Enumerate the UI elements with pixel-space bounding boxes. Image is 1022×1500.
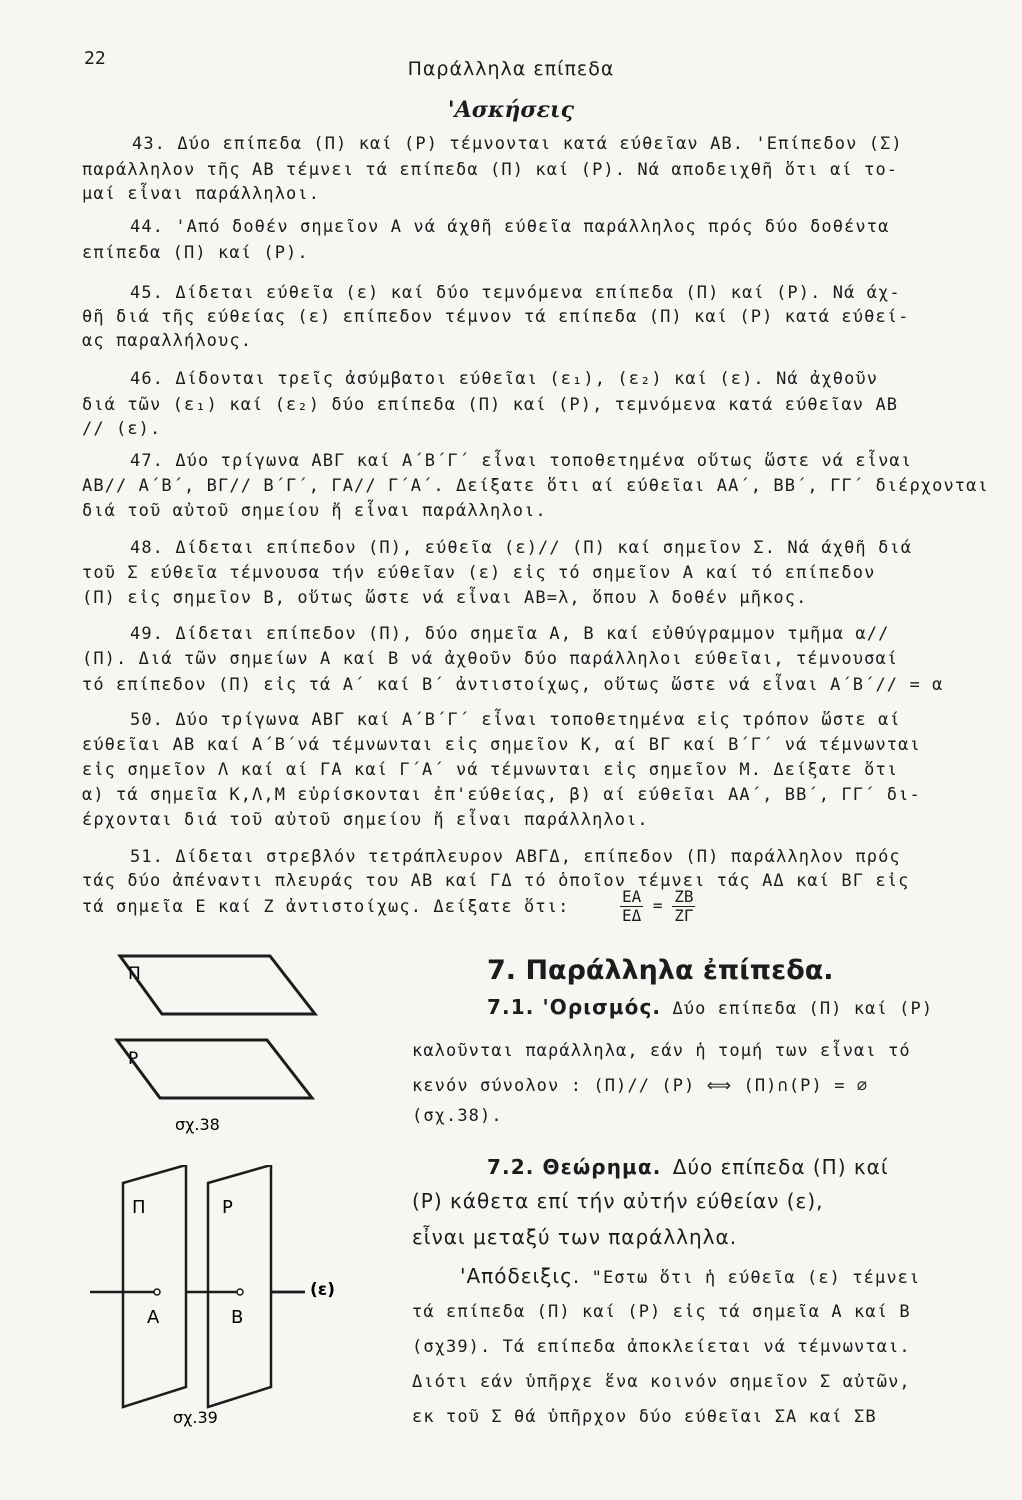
exercise-line: 50. Δύο τρίγωνα ΑΒΓ καί Α΄Β΄Γ΄ εἶναι τοποθετημένα εἰς τρόπον ὥστε αί bbox=[130, 710, 901, 730]
plane-pi-shape bbox=[120, 956, 315, 1014]
exercise-line: εύθεῖαι ΑΒ καί Α΄Β΄νά τέμνωνται εἰς σημεῖον Κ, αί ΒΓ καί Β΄Γ΄ νά τέμνωνται bbox=[82, 735, 921, 755]
exercise-line: 46. Δίδονται τρεῖς ἀσύμβατοι εύθεῖαι (ε₁), (ε₂) καί (ε). Νά ἀχθοῦν bbox=[130, 369, 879, 389]
section-title: 7. Παράλληλα ἐπίπεδα. bbox=[487, 955, 834, 986]
plane-rho-shape bbox=[208, 1165, 271, 1407]
theorem-line: (Ρ) κάθετα επί τήν αὐτήν εύθείαν (ε), bbox=[412, 1189, 824, 1213]
point-b bbox=[237, 1289, 243, 1295]
exercise-line: 45. Δίδεται εύθεῖα (ε) καί δύο τεμνόμενα επίπεδα (Π) καί (Ρ). Νά άχ- bbox=[130, 283, 901, 303]
exercise-line: τά σημεῖα Ε καί Ζ ἀντιστοίχως. Δείξατε ὅτι: bbox=[82, 897, 570, 917]
definition-label: 7.1. 'Ορισμός. bbox=[487, 995, 662, 1019]
exercise-line: // (ε). bbox=[82, 419, 162, 439]
fraction-denominator: ΕΔ bbox=[622, 906, 642, 925]
exercises-heading: 'Ασκήσεις bbox=[447, 97, 575, 123]
figure-38-caption: σχ.38 bbox=[175, 1115, 220, 1134]
theorem-label: 7.2. Θεώρημα. bbox=[487, 1155, 662, 1179]
exercise-line: 44. 'Από δοθέν σημεῖον Α νά άχθῆ εύθεῖα παράλληλος πρός δύο δοθέντα bbox=[130, 217, 890, 237]
exercise-line: (Π) εἰς σημεῖον Β, οὕτως ὥστε νά εἶναι ΑΒ=λ, ὅπου λ δοθέν μῆκος. bbox=[82, 588, 808, 608]
exercise-line: μαί εἶναι παράλληλοι. bbox=[82, 184, 321, 204]
theorem-text: Δύο επίπεδα (Π) καί bbox=[672, 1155, 889, 1179]
theorem-line: εἶναι μεταξύ των παράλληλα. bbox=[412, 1225, 738, 1249]
proof-label: 'Απόδειξις. bbox=[460, 1264, 581, 1288]
exercise-line: επίπεδα (Π) καί (Ρ). bbox=[82, 243, 309, 263]
point-a-label: Α bbox=[147, 1307, 160, 1328]
figure-39-caption: σχ.39 bbox=[173, 1408, 218, 1427]
page-number: 22 bbox=[84, 48, 106, 69]
figure-38 bbox=[100, 950, 380, 1140]
exercise-line: διά τοῦ αὐτοῦ σημείου ἤ εἶναι παράλληλοι. bbox=[82, 501, 547, 521]
exercise-line: (Π). Διά τῶν σημείων Α καί Β νά ἀχθοῦν δύο παράλληλοι εύθεῖαι, τέμνουσαί bbox=[82, 649, 899, 669]
proof-line: Διότι εάν ὑπῆρχε ἕνα κοινόν σημεῖον Σ αὐτῶν, bbox=[412, 1372, 911, 1392]
definition-line: καλοῦνται παράλληλα, εάν ἡ τομή των εἶναι τό bbox=[412, 1041, 911, 1061]
exercise-line: θῆ διά τῆς εύθείας (ε) επίπεδον τέμνον τά επίπεδα (Π) καί (Ρ) κατά εύθεί- bbox=[82, 307, 910, 327]
exercise-line: παράλληλον τῆς ΑΒ τέμνει τά επίπεδα (Π) καί (Ρ). Νά αποδειχθῆ ὅτι αί το- bbox=[82, 160, 899, 180]
exercise-line: 48. Δίδεται επίπεδον (Π), εύθεῖα (ε)// (Π) καί σημεῖον Σ. Νά άχθῆ διά bbox=[130, 538, 913, 558]
exercise-line: 43. Δύο επίπεδα (Π) καί (Ρ) τέμνονται κατά εύθεῖαν ΑΒ. 'Επίπεδον (Σ) bbox=[132, 134, 903, 154]
plane-rho-label: Ρ bbox=[128, 1049, 139, 1069]
exercise-line: α) τά σημεῖα Κ,Λ,Μ εὑρίσκονται ἐπ'εύθείας, β) αί εύθεῖαι ΑΑ΄, ΒΒ΄, ΓΓ΄ δι- bbox=[82, 785, 921, 805]
fraction-denominator: ΖΓ bbox=[674, 906, 694, 925]
plane-rho-label: Ρ bbox=[222, 1197, 233, 1218]
point-a bbox=[154, 1289, 160, 1295]
proof-line: τά επίπεδα (Π) καί (Ρ) εἰς τά σημεῖα Α καί Β bbox=[412, 1302, 911, 1322]
fraction-numerator: ΕΑ bbox=[622, 887, 642, 906]
exercise-line: ΑΒ// Α΄Β΄, ΒΓ// Β΄Γ΄, ΓΑ// Γ΄Α΄. Δείξατε ὅτι αί εύθεῖαι ΑΑ΄, ΒΒ΄, ΓΓ΄ διέρχονται bbox=[82, 476, 989, 496]
proof-line: (σχ39). Τά επίπεδα ἀποκλείεται νά τέμνωνται. bbox=[412, 1337, 911, 1357]
definition-text: Δύο επίπεδα (Π) καί (Ρ) bbox=[672, 999, 934, 1019]
definition-line: κενόν σύνολον : (Π)// (Ρ) ⟺ (Π)∩(Ρ) = ∅ bbox=[412, 1076, 869, 1096]
exercise-line: 47. Δύο τρίγωνα ΑΒΓ καί Α΄Β΄Γ΄ εἶναι τοποθετημένα οὕτως ὥστε νά εἶναι bbox=[130, 451, 913, 471]
plane-rho-shape bbox=[117, 1040, 312, 1098]
plane-pi-label: Π bbox=[128, 964, 141, 984]
exercise-line: ας παραλλήλους. bbox=[82, 331, 253, 351]
exercise-line: 49. Δίδεται επίπεδον (Π), δύο σημεῖα Α, Β καί εὐθύγραμμον τμῆμα α// bbox=[130, 624, 890, 644]
running-title: Παράλληλα επίπεδα bbox=[407, 58, 615, 80]
equals-sign: = bbox=[652, 896, 663, 915]
proof-text: "Εστω ὅτι ἡ εύθεῖα (ε) τέμνει bbox=[591, 1268, 921, 1288]
proof-line bbox=[460, 1266, 920, 1288]
fraction-left bbox=[620, 888, 643, 925]
plane-pi-label: Π bbox=[132, 1197, 146, 1218]
exercise-line: 51. Δίδεται στρεβλόν τετράπλευρον ΑΒΓΔ, επίπεδον (Π) παράλληλον πρός bbox=[130, 847, 901, 867]
exercise-line: έρχονται διά τοῦ αὐτοῦ σημείου ἤ εἶναι παράλληλοι. bbox=[82, 810, 649, 830]
theorem-line bbox=[487, 1157, 889, 1179]
fraction-numerator: ΖΒ bbox=[674, 887, 694, 906]
exercise-line: τάς δύο ἀπέναντι πλευράς του ΑΒ καί ΓΔ τό ὁποῖον τέμνει τάς ΑΔ καί ΒΓ εἰς bbox=[82, 871, 910, 891]
fraction-right bbox=[672, 888, 695, 925]
point-b-label: Β bbox=[231, 1307, 244, 1328]
figure-39 bbox=[80, 1165, 380, 1430]
exercise-line: εἰς σημεῖον Λ καί αί ΓΑ καί Γ΄Α΄ νά τέμνωνται εἰς σημεῖον Μ. Δείξατε ὅτι bbox=[82, 760, 899, 780]
ratio-equation bbox=[620, 888, 695, 925]
exercise-line: τό επίπεδον (Π) εἰς τά Α΄ καί Β΄ ἀντιστοίχως, οὕτως ὥστε νά εἶναι Α΄Β΄// = α bbox=[82, 675, 944, 695]
definition-line bbox=[487, 997, 933, 1019]
proof-line: εκ τοῦ Σ θά ὑπῆρχον δύο εύθεῖαι ΣΑ καί ΣΒ bbox=[412, 1407, 877, 1427]
exercise-line: τοῦ Σ εύθεῖα τέμνουσα τήν εύθεῖαν (ε) εἰς τό σημεῖον Α καί τό επίπεδον bbox=[82, 563, 876, 583]
exercise-line: διά τῶν (ε₁) καί (ε₂) δύο επίπεδα (Π) καί (Ρ), τεμνόμενα κατά εύθεῖαν ΑΒ bbox=[82, 395, 899, 415]
definition-line: (σχ.38). bbox=[412, 1106, 503, 1126]
line-epsilon-label: (ε) bbox=[310, 1280, 336, 1300]
